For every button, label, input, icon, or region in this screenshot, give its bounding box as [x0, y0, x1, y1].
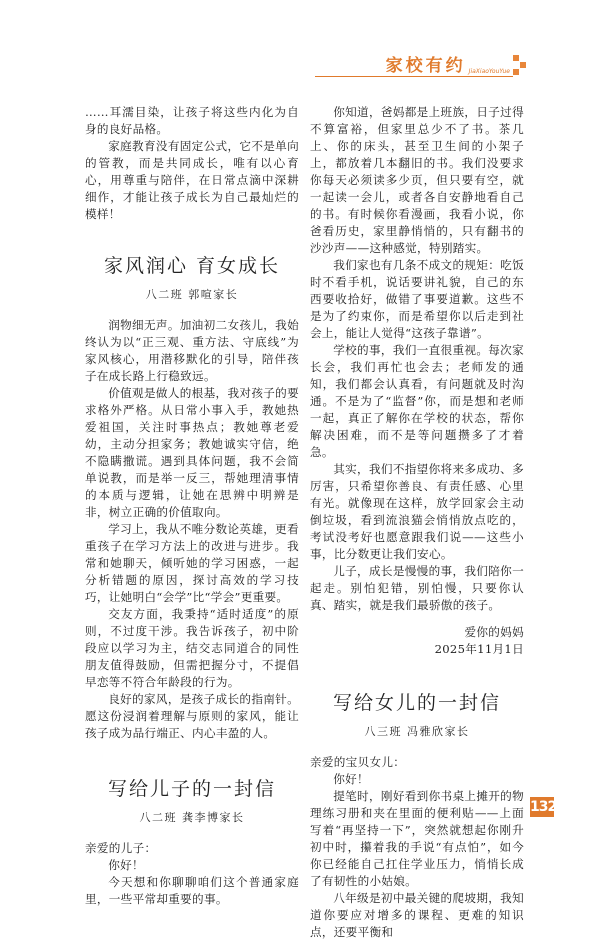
article1-title: 家风润心 育女成长 [103, 255, 281, 277]
page-number: 132 [530, 799, 557, 815]
paragraph: 润物细无声。加油初二女孩儿，我始终认为以“正三观、重方法、守底线”为家风核心，用潜移默化的引导，陪伴孩子在成长路上行稳致远。 [85, 318, 299, 383]
paragraph: 良好的家风，是孩子成长的指南针。愿这份浸润着理解与原则的家风，能让孩子成为品行端正、内心丰盈的人。 [85, 692, 299, 740]
section-pinyin: JiaXiaoYouYue [468, 68, 510, 75]
intro-text [85, 104, 299, 223]
date: 2025年11月1日 [434, 642, 524, 656]
paragraph: 交友方面，我秉持“适时适度”的原则，不过度干涉。我告诉孩子，初中阶段应以学习为主，结交志同道合的同性朋友值得鼓励，但需把握分寸，不提倡早恋等不符合年龄段的行为。 [85, 607, 299, 689]
paragraph: 提笔时，刚好看到你书桌上摊开的物理练习册和夹在里面的便利贴——上面写着“再坚持一下”，突然就想起你刚升初中时，攥着我的手说“有点怕”，如今你已经能自己扛住学业压力，悄悄长成了有韧性的小姑娘。 [310, 789, 524, 888]
salutation: 亲爱的宝贝女儿： [310, 755, 406, 769]
article2-body-cont [310, 104, 524, 658]
left-column [85, 104, 299, 908]
paragraph: 价值观是做人的根基，我对孩子的要求格外严格。从日常小事入手，教她热爱祖国，关注时事热点；教她尊老爱幼，主动分担家务；教她诚实守信，绝不隐瞒撒谎。遇到具体问题，我不会简单说教，而是举一反三，帮她理清事情的本质与逻辑，让她在思辨中明辨是非，树立正确的价值取向。 [85, 386, 299, 519]
article3-byline: 八三班 冯雅欣家长 [364, 725, 470, 738]
salutation: 亲爱的儿子： [85, 841, 157, 855]
article3-body [310, 754, 524, 941]
paragraph: 其实，我们不指望你将来多成功、多厉害，只希望你善良、有责任感、心里有光。就像现在这样，放学回家会主动倒垃圾，看到流浪猫会悄悄放点吃的，考试没考好也愿意跟我们说——这些小事，比分数更让我们安心。 [310, 462, 524, 561]
article1-body [85, 317, 299, 742]
paragraph: 学习上，我从不唯分数论英雄，更看重孩子在学习方法上的改进与进步。我常和她聊天，倾听她的学习困惑，一起分析错题的原因，探讨高效的学习技巧，让她明白“会学”比“学会”更重要。 [85, 522, 299, 604]
paragraph: 家庭教育没有固定公式，它不是单向的管教，而是共同成长，唯有以心育心，用尊重与陪伴，在日常点滴中深耕细作，才能让孩子成长为自己最灿烂的模样！ [85, 139, 299, 221]
section-header [386, 56, 510, 76]
right-column [310, 104, 524, 941]
paragraph: 我们家也有几条不成文的规矩：吃饭时不看手机，说话要讲礼貌，自己的东西要收拾好，做错了事要道歉。这些不是为了约束你，而是希望你以后走到社会上，能让人觉得“这孩子靠谱”。 [310, 258, 524, 340]
section-title: 家校有约 [385, 56, 466, 76]
article3-title: 写给女儿的一封信 [332, 692, 501, 714]
signature: 爱你的妈妈 [464, 625, 524, 639]
greeting: 你好！ [333, 772, 369, 786]
paragraph: 儿子，成长是慢慢的事，我们陪你一起走。别怕犯错，别怕慢，只要你认真、踏实，就是我们最骄傲的孩子。 [310, 564, 524, 612]
paragraph: ……耳濡目染，让孩子将这些内化为自身的良好品格。 [85, 105, 299, 136]
paragraph: 八年级是初中最关键的爬坡期，我知道你要应对增多的课程、更难的知识点，还要平衡和 [310, 891, 524, 939]
paragraph: 你知道，爸妈都是上班族，日子过得不算富裕，但家里总少不了书。茶几上、你的床头，甚至卫生间的小架子上，都放着几本翻旧的书。我们没要求你每天必须读多少页，但只要有空，就一起读一会儿，或者各自安静地看自己的书。有时候你看漫画，我看小说，你爸看历史，家里静悄悄的，只有翻书的沙沙声——这种感觉，特别踏实。 [310, 105, 524, 255]
paragraph: 学校的事，我们一直很重视。每次家长会，我们再忙也会去；老师发的通知，我们都会认真看，有问题就及时沟通。不是为了“监督”你，而是想和老师一起，真正了解你在学校的状态，帮你解决困难，而不是等问题攒多了才着急。 [310, 343, 524, 459]
article2-title: 写给儿子的一封信 [107, 778, 276, 800]
header-rule [315, 76, 513, 77]
article1-byline: 八二班 郭喧家长 [145, 288, 239, 301]
greeting: 你好！ [108, 858, 144, 872]
article2-byline: 八二班 龚李博家长 [139, 811, 245, 824]
article2-body-start [85, 840, 299, 908]
paragraph: 今天想和你聊聊咱们这个普通家庭里，一些平常却重要的事。 [85, 875, 299, 906]
